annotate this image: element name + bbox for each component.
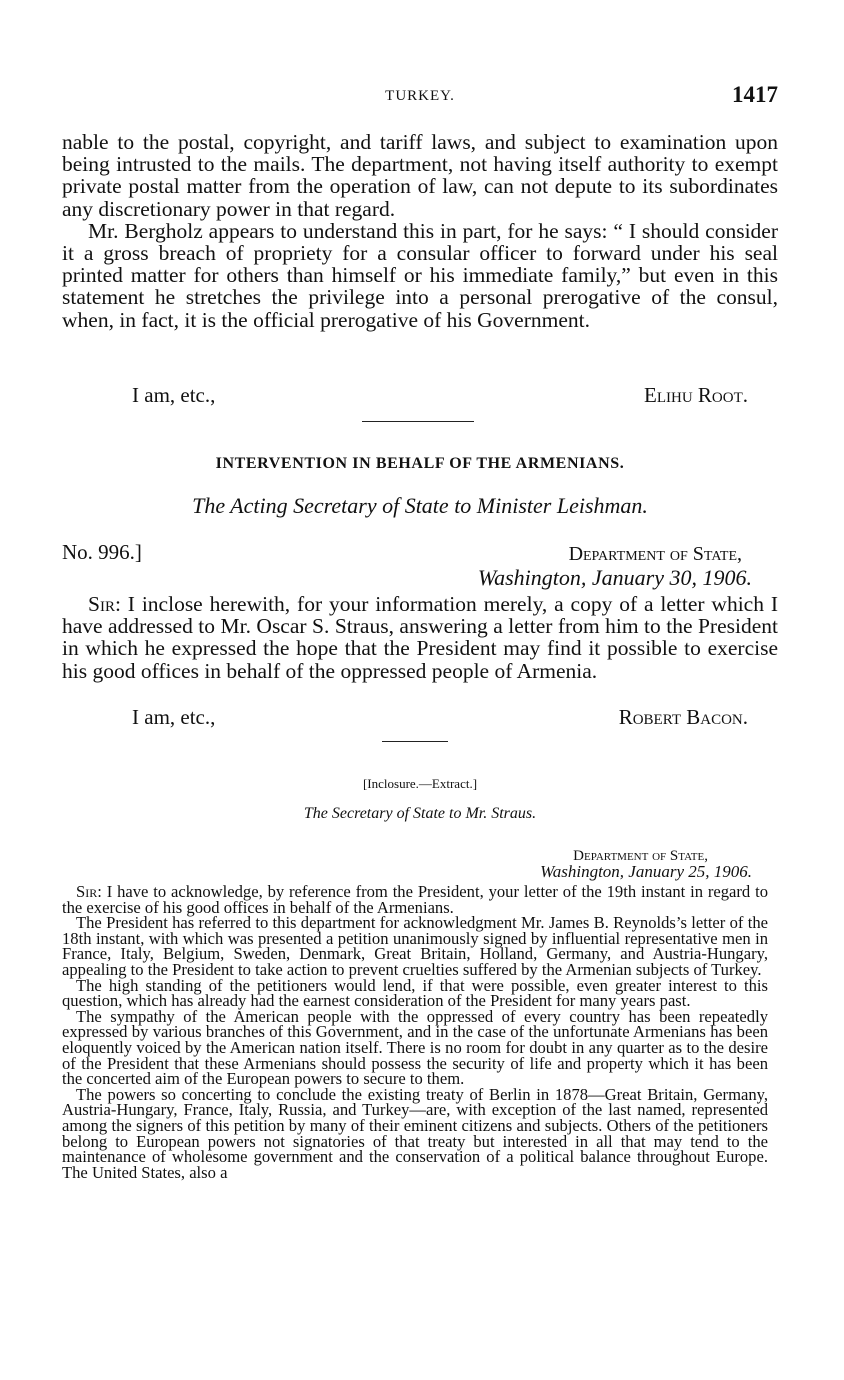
running-head: TURKEY. — [385, 88, 455, 104]
letter-body — [62, 593, 778, 682]
inclosure-dateline: Washington, January 25, 1906. — [540, 862, 752, 881]
salutation: Sir: — [88, 592, 121, 616]
department-heading: Department of State, — [568, 543, 742, 565]
previous-letter-signoff — [62, 383, 778, 407]
letter-text: I inclose herewith, for your information merely, a copy of a letter which I have addressed to Mr. Oscar S. Straus, answering a letter from him to the President in which he expressed the hope that the President may find it possible to exercise his good offices in behalf of the oppressed people of Armenia. — [62, 592, 778, 683]
signature: Elihu Root. — [644, 383, 748, 407]
page-number: 1417 — [732, 82, 778, 107]
document-number: No. 996.] — [62, 540, 142, 564]
inclosure-body — [62, 884, 768, 1180]
salutation: Sir: — [76, 882, 102, 901]
section-subheading: The Acting Secretary of State to Minister Leishman. — [192, 493, 648, 518]
section-heading: INTERVENTION IN BEHALF OF THE ARMENIANS. — [215, 455, 625, 472]
closing: I am, etc., — [132, 705, 216, 729]
paragraph: nable to the postal, copyright, and tariff laws, and subject to examination upon being intrusted to the mails. The department, not having itself authority to exempt private postal matter from the operation of law, can not depute to its subordinates any discretionary power in that regard. — [62, 130, 778, 221]
paragraph: Mr. Bergholz appears to understand this in part, for he says: “ I should consider it a gross breach of propriety for a consular officer to forward under his seal printed matter for others than himself or his immediate family,” but even in this statement he stretches the privilege into a personal prerogative of the consul, when, in fact, it is the official prerogative of his Government. — [62, 218, 778, 332]
divider-rule — [362, 421, 474, 422]
inclosure-subheading: The Secretary of State to Mr. Straus. — [303, 805, 537, 822]
inclosure-label: [Inclosure.—Extract.] — [362, 776, 478, 791]
inclosure-text: I have to acknowledge, by reference from the President, your letter of the 19th instant in regard to the exercise of his good offices in behalf of the Armenians. — [62, 882, 768, 917]
letter-signoff — [62, 705, 778, 729]
paragraph: The sympathy of the American people with the oppressed of every country has been repeatedly expressed by various branches of this Government, and in the case of the unfortunate Armenians has been eloquently voiced by the American nation itself. There is no room for doubt in any quarter as to the desire of the President that these Armenians should possess the security of life and property which it has been the concerted aim of the European powers to secure to them. — [62, 1006, 768, 1089]
inclosure-department: Department of State, — [573, 848, 708, 864]
dateline: Washington, January 30, 1906. — [477, 565, 752, 590]
signature: Robert Bacon. — [618, 705, 748, 729]
paragraph — [62, 884, 768, 915]
paragraph: The powers so concerting to conclude the existing treaty of Berlin in 1878—Great Britain, Germany, Austria-Hungary, France, Italy, Russia, and Turkey—are, with exception of the last named, represented among the signers of this petition by many of their eminent citizens and subjects. Others of the petitioners belong to European powers not signatories of that treaty but interested in all that may tend to the maintenance of wholesome government and the conservation of a political balance throughout Europe. The United States, also a — [62, 1084, 768, 1182]
paragraph — [62, 593, 778, 682]
paragraph: The President has referred to this department for acknowledgment Mr. James B. Reynolds’s letter of the 18th instant, with which was presented a petition unanimously signed by influential representative men in France, Italy, Belgium, Sweden, Denmark, Great Britain, Holland, Germany, and Austria-Hungary, appealing to the President to take action to prevent cruelties suffered by the Armenian subjects of Turkey. — [62, 913, 768, 979]
closing: I am, etc., — [132, 383, 216, 407]
divider-rule — [382, 741, 448, 742]
page-header — [62, 84, 778, 114]
previous-letter-body — [62, 131, 778, 331]
paragraph: The high standing of the petitioners would lend, if that were possible, even greater interest to this question, which has already had the earnest consideration of the President for many years past. — [62, 975, 768, 1011]
